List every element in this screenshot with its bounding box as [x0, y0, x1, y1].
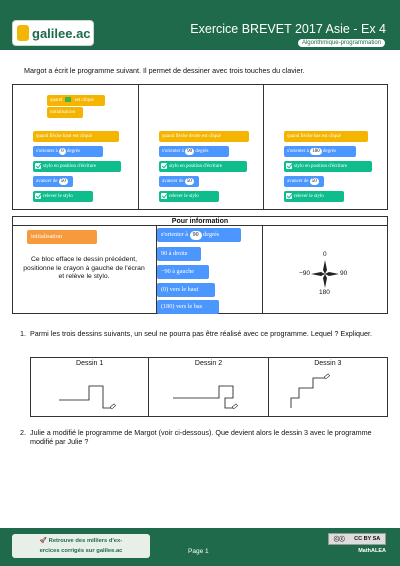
- rocket-icon: 🚀: [39, 538, 48, 544]
- direction-option: (0) vers le haut: [157, 283, 215, 297]
- compass-top-label: 0: [323, 251, 327, 258]
- event-right-block: quand flèche droite est cliqué: [159, 131, 249, 142]
- direction-option: −90 à gauche: [157, 265, 209, 279]
- move-block: avancer de 50: [33, 176, 73, 187]
- galilee-promo[interactable]: 🚀 Retrouve des milliers d'ex- ercices corrigés sur galilee.ac: [12, 534, 150, 558]
- intro-text: Margot a écrit le programme suivant. Il permet de dessiner avec trois touches du clavier.: [24, 66, 305, 75]
- pen-icon: [161, 163, 167, 169]
- info-init-cell: [13, 226, 157, 313]
- orient-block: s'orienter à 0 degrés: [33, 146, 103, 157]
- compass-left-label: −90: [299, 270, 311, 277]
- compass-rose-icon: [263, 226, 387, 314]
- move-block: avancer de 50: [284, 176, 324, 187]
- question-2: 2. Julie a modifié le programme de Margot (voir ci-dessous). Que devient alors le dessin 3 avec le programme modifié par Julie ?: [20, 428, 372, 446]
- page-title: Exercice BREVET 2017 Asie - Ex 4: [190, 22, 386, 36]
- flag-start-block: quand est cliqué: [47, 95, 105, 106]
- direction-option: 90 à droite: [157, 247, 201, 261]
- pen-icon: [161, 193, 167, 199]
- page-number: Page 1: [188, 548, 209, 555]
- orient-block: s'orienter à 90 degrés: [159, 146, 229, 157]
- direction-option: (180) vers le bas: [157, 300, 219, 314]
- drawing-2-title: Dessin 2: [194, 360, 223, 367]
- drawing-1: [31, 368, 150, 416]
- program-column-right: [139, 85, 264, 209]
- event-down-block: quand flèche bas est cliqué: [284, 131, 368, 142]
- info-direction-cell: [157, 226, 263, 313]
- drawing-1-cell: [31, 358, 149, 416]
- program-column-down: [264, 85, 387, 209]
- info-compass-cell: [263, 226, 387, 313]
- pen-up-block: relever le stylo: [159, 191, 219, 202]
- galilee-logo[interactable]: [12, 20, 94, 46]
- compass-bottom-label: 180: [319, 289, 330, 296]
- orient-block: s'orienter à 180 degrés: [284, 146, 356, 157]
- pen-down-block: stylo en position d'écriture: [284, 161, 372, 172]
- info-table: [12, 216, 388, 314]
- logo-text: galilee.ac: [32, 25, 91, 41]
- program-table: [12, 84, 388, 210]
- move-block: avancer de 50: [159, 176, 199, 187]
- pen-down-block: stylo en position d'écriture: [33, 161, 121, 172]
- pen-icon: [286, 193, 292, 199]
- drawing-3-title: Dessin 3: [314, 360, 342, 367]
- pen-down-block: stylo en position d'écriture: [159, 161, 247, 172]
- license-badge: ⓒⓒ CC BY SA: [328, 533, 386, 545]
- init-block: initialisation: [27, 230, 97, 244]
- compass-right-label: 90: [340, 270, 348, 277]
- topic-badge: Algorithmique-programmation: [297, 38, 386, 48]
- question-1: 1. Parmi les trois dessins suivants, un seul ne pourra pas être réalisé avec ce programme. Lequel ? Expliquer.: [20, 329, 372, 338]
- info-title: Pour information: [13, 217, 387, 226]
- drawing-3: [269, 368, 388, 416]
- drawing-1-title: Dessin 1: [76, 360, 104, 367]
- init-description: Ce bloc efface le dessin précédent, positionne le crayon à gauche de l'écran et relève le stylo.: [23, 256, 145, 281]
- pen-icon: [35, 163, 41, 169]
- init-block: initialisation: [47, 107, 83, 118]
- program-column-up: [13, 85, 139, 209]
- logo-mark-icon: [17, 25, 29, 41]
- pen-icon: [286, 163, 292, 169]
- mathalea-brand: MathALEA: [358, 548, 386, 554]
- drawing-2-cell: [149, 358, 268, 416]
- green-flag-icon: [65, 97, 71, 102]
- pen-up-block: relever le stylo: [33, 191, 93, 202]
- pen-up-block: relever le stylo: [284, 191, 344, 202]
- drawing-2: [149, 368, 269, 416]
- drawings-table: [30, 357, 388, 417]
- drawing-3-cell: [269, 358, 387, 416]
- event-up-block: quand flèche haut est cliqué: [33, 131, 119, 142]
- cc-icon: ⓒⓒ: [333, 537, 345, 543]
- pen-icon: [35, 193, 41, 199]
- orient-block: s'orienter à 90 degrés: [157, 228, 241, 242]
